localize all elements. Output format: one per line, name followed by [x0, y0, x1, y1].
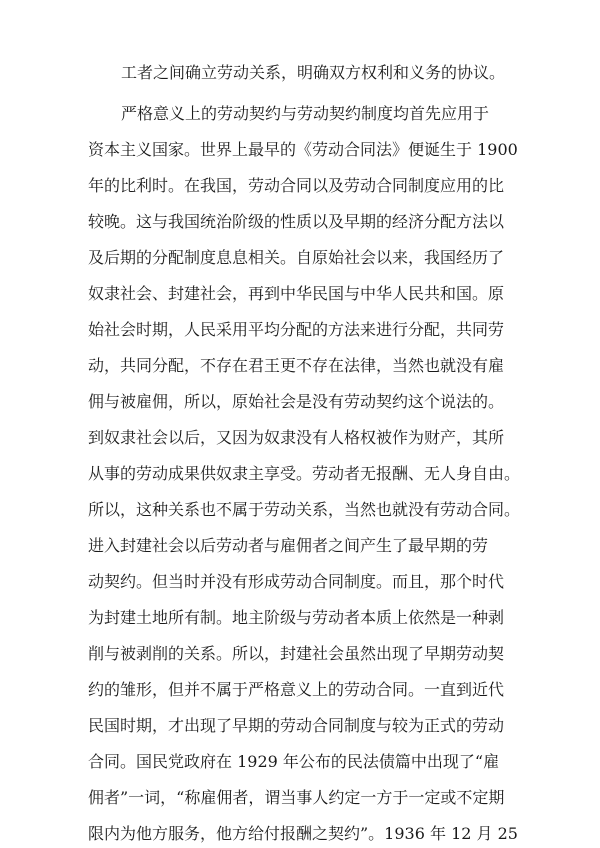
text-line: 始社会时期，人民采用平均分配的方法来进行分配，共同劳	[88, 320, 505, 339]
text-line: 及后期的分配制度息息相关。自原始社会以来，我国经历了	[88, 248, 505, 267]
text-line: 约的雏形，但并不属于严格意义上的劳动合同。一直到近代	[88, 680, 505, 699]
text-line: 到奴隶社会以后，又因为奴隶没有人格权被作为财产，其所	[88, 428, 505, 447]
text-line: 佣与被雇佣，所以，原始社会是没有劳动契约这个说法的。	[88, 392, 505, 411]
text-line: 动，共同分配，不存在君王更不存在法律，当然也就没有雇	[88, 356, 505, 375]
text-line: 所以，这种关系也不属于劳动关系，当然也就没有劳动合同。	[88, 500, 521, 519]
text-line: 较晚。这与我国统治阶级的性质以及早期的经济分配方法以	[88, 212, 505, 231]
text-line: 合同。国民党政府在 1929 年公布的民法债篇中出现了“雇	[88, 752, 500, 771]
text-line: 年的比利时。在我国，劳动合同以及劳动合同制度应用的比	[88, 176, 505, 195]
text-line: 从事的劳动成果供奴隶主享受。劳动者无报酬、无人身自由。	[88, 464, 521, 483]
text-line: 进入封建社会以后劳动者与雇佣者之间产生了最早期的劳	[88, 536, 489, 555]
text-line: 为封建土地所有制。地主阶级与劳动者本质上依然是一种剥	[88, 608, 505, 627]
text-line: 工者之间确立劳动关系，明确双方权利和义务的协议。	[121, 63, 506, 82]
text-line: 奴隶社会、封建社会，再到中华民国与中华人民共和国。原	[88, 284, 505, 303]
text-line: 佣者”一词，“称雇佣者，谓当事人约定一方于一定或不定期	[88, 788, 505, 807]
text-line: 削与被剥削的关系。所以，封建社会虽然出现了早期劳动契	[88, 644, 505, 663]
text-line: 限内为他方服务，他方给付报酬之契约”。1936 年 12 月 25	[88, 824, 518, 843]
text-line: 动契约。但当时并没有形成劳动合同制度。而且，那个时代	[88, 572, 505, 591]
text-line: 民国时期，才出现了早期的劳动合同制度与较为正式的劳动	[88, 716, 505, 735]
text-line: 资本主义国家。世界上最早的《劳动合同法》便诞生于 1900	[88, 140, 518, 159]
text-line: 严格意义上的劳动契约与劳动契约制度均首先应用于	[121, 104, 490, 123]
